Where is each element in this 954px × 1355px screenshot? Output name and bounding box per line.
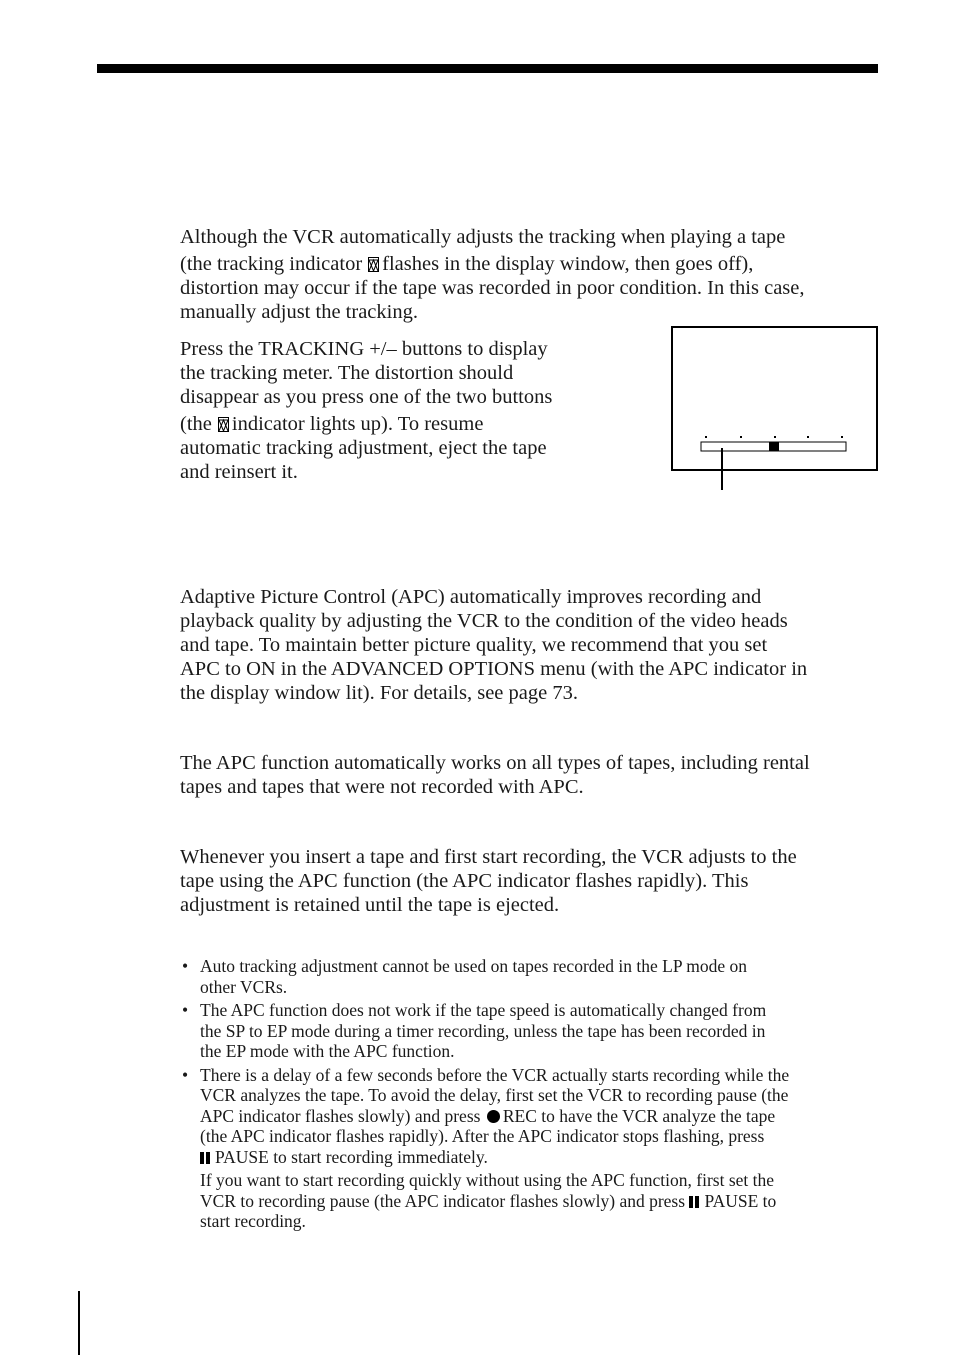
pause-icon xyxy=(689,1196,700,1208)
tracking-instructions: Press the TRACKING +/– buttons to display the tracking meter. The distortion should disappear as you press one of the two buttons (the indicator lights up). To resume automatic tracking adjustment, eject the tape and reinsert it. xyxy=(180,338,553,483)
apc-intro: Adaptive Picture Control (APC) automatically improves recording and playback quality by adjusting the VCR to the condition of the video heads and tape. To maintain better picture quality, we recommend that you set APC to ON in the ADVANCED OPTIONS menu (with the APC indicator in the display window lit). For details, see page 73. xyxy=(180,586,808,704)
pause-icon xyxy=(200,1152,211,1164)
apc-playback: The APC function automatically works on all types of tapes, including rental tapes and tapes that were not recorded with APC. xyxy=(180,752,810,798)
meter-ticks xyxy=(705,436,843,438)
callout-line xyxy=(721,448,723,490)
meter-tick xyxy=(774,436,776,438)
meter-tick xyxy=(807,436,809,438)
bullet: • xyxy=(182,956,189,976)
margin-rule xyxy=(78,1291,80,1355)
tracking-intro: Although the VCR automatically adjusts the tracking when playing a tape (the tracking indicator flashes in the display window, then goes off), distortion may occur if the tape was recorded in poor condition. In this case, manually adjust the tracking. xyxy=(180,226,805,323)
list-item: • Auto tracking adjustment cannot be used on tapes recorded in the LP mode on other VCRs. xyxy=(182,956,748,997)
list-item: • There is a delay of a few seconds before the VCR actually starts recording while the VCR analyzes the tape. To avoid the delay, first set the VCR to recording pause (the APC indicator flashes slowly) and press REC to have the VCR analyze the tape (the APC indicator flashes rapidly). After the APC indicator stops flashing, press PAUSE to start recording immediately. xyxy=(182,1064,790,1167)
bullet: • xyxy=(182,1064,189,1085)
tracking-indicator-icon xyxy=(368,257,379,272)
tracking-indicator-icon xyxy=(218,417,229,432)
bullet: • xyxy=(182,1000,189,1020)
record-dot-icon xyxy=(487,1110,500,1123)
meter-level-marker xyxy=(769,442,779,451)
notes-list xyxy=(180,956,880,1232)
meter-tick xyxy=(705,436,707,438)
header-rule xyxy=(97,64,878,73)
apc-recording: Whenever you insert a tape and first start recording, the VCR adjusts to the tape using the APC function (the APC indicator flashes rapidly). This adjustment is retained until the tape is ejected. xyxy=(180,846,797,916)
meter-tick xyxy=(841,436,843,438)
list-item: • The APC function does not work if the tape speed is automatically changed from the SP to EP mode during a timer recording, unless the tape has been recorded in the EP mode with the APC function. xyxy=(182,1000,767,1061)
meter-tick xyxy=(740,436,742,438)
note-continuation: If you want to start recording quickly without using the APC function, first set the VCR to recording pause (the APC indicator flashes slowly) and press PAUSE to start recording. xyxy=(200,1170,777,1231)
